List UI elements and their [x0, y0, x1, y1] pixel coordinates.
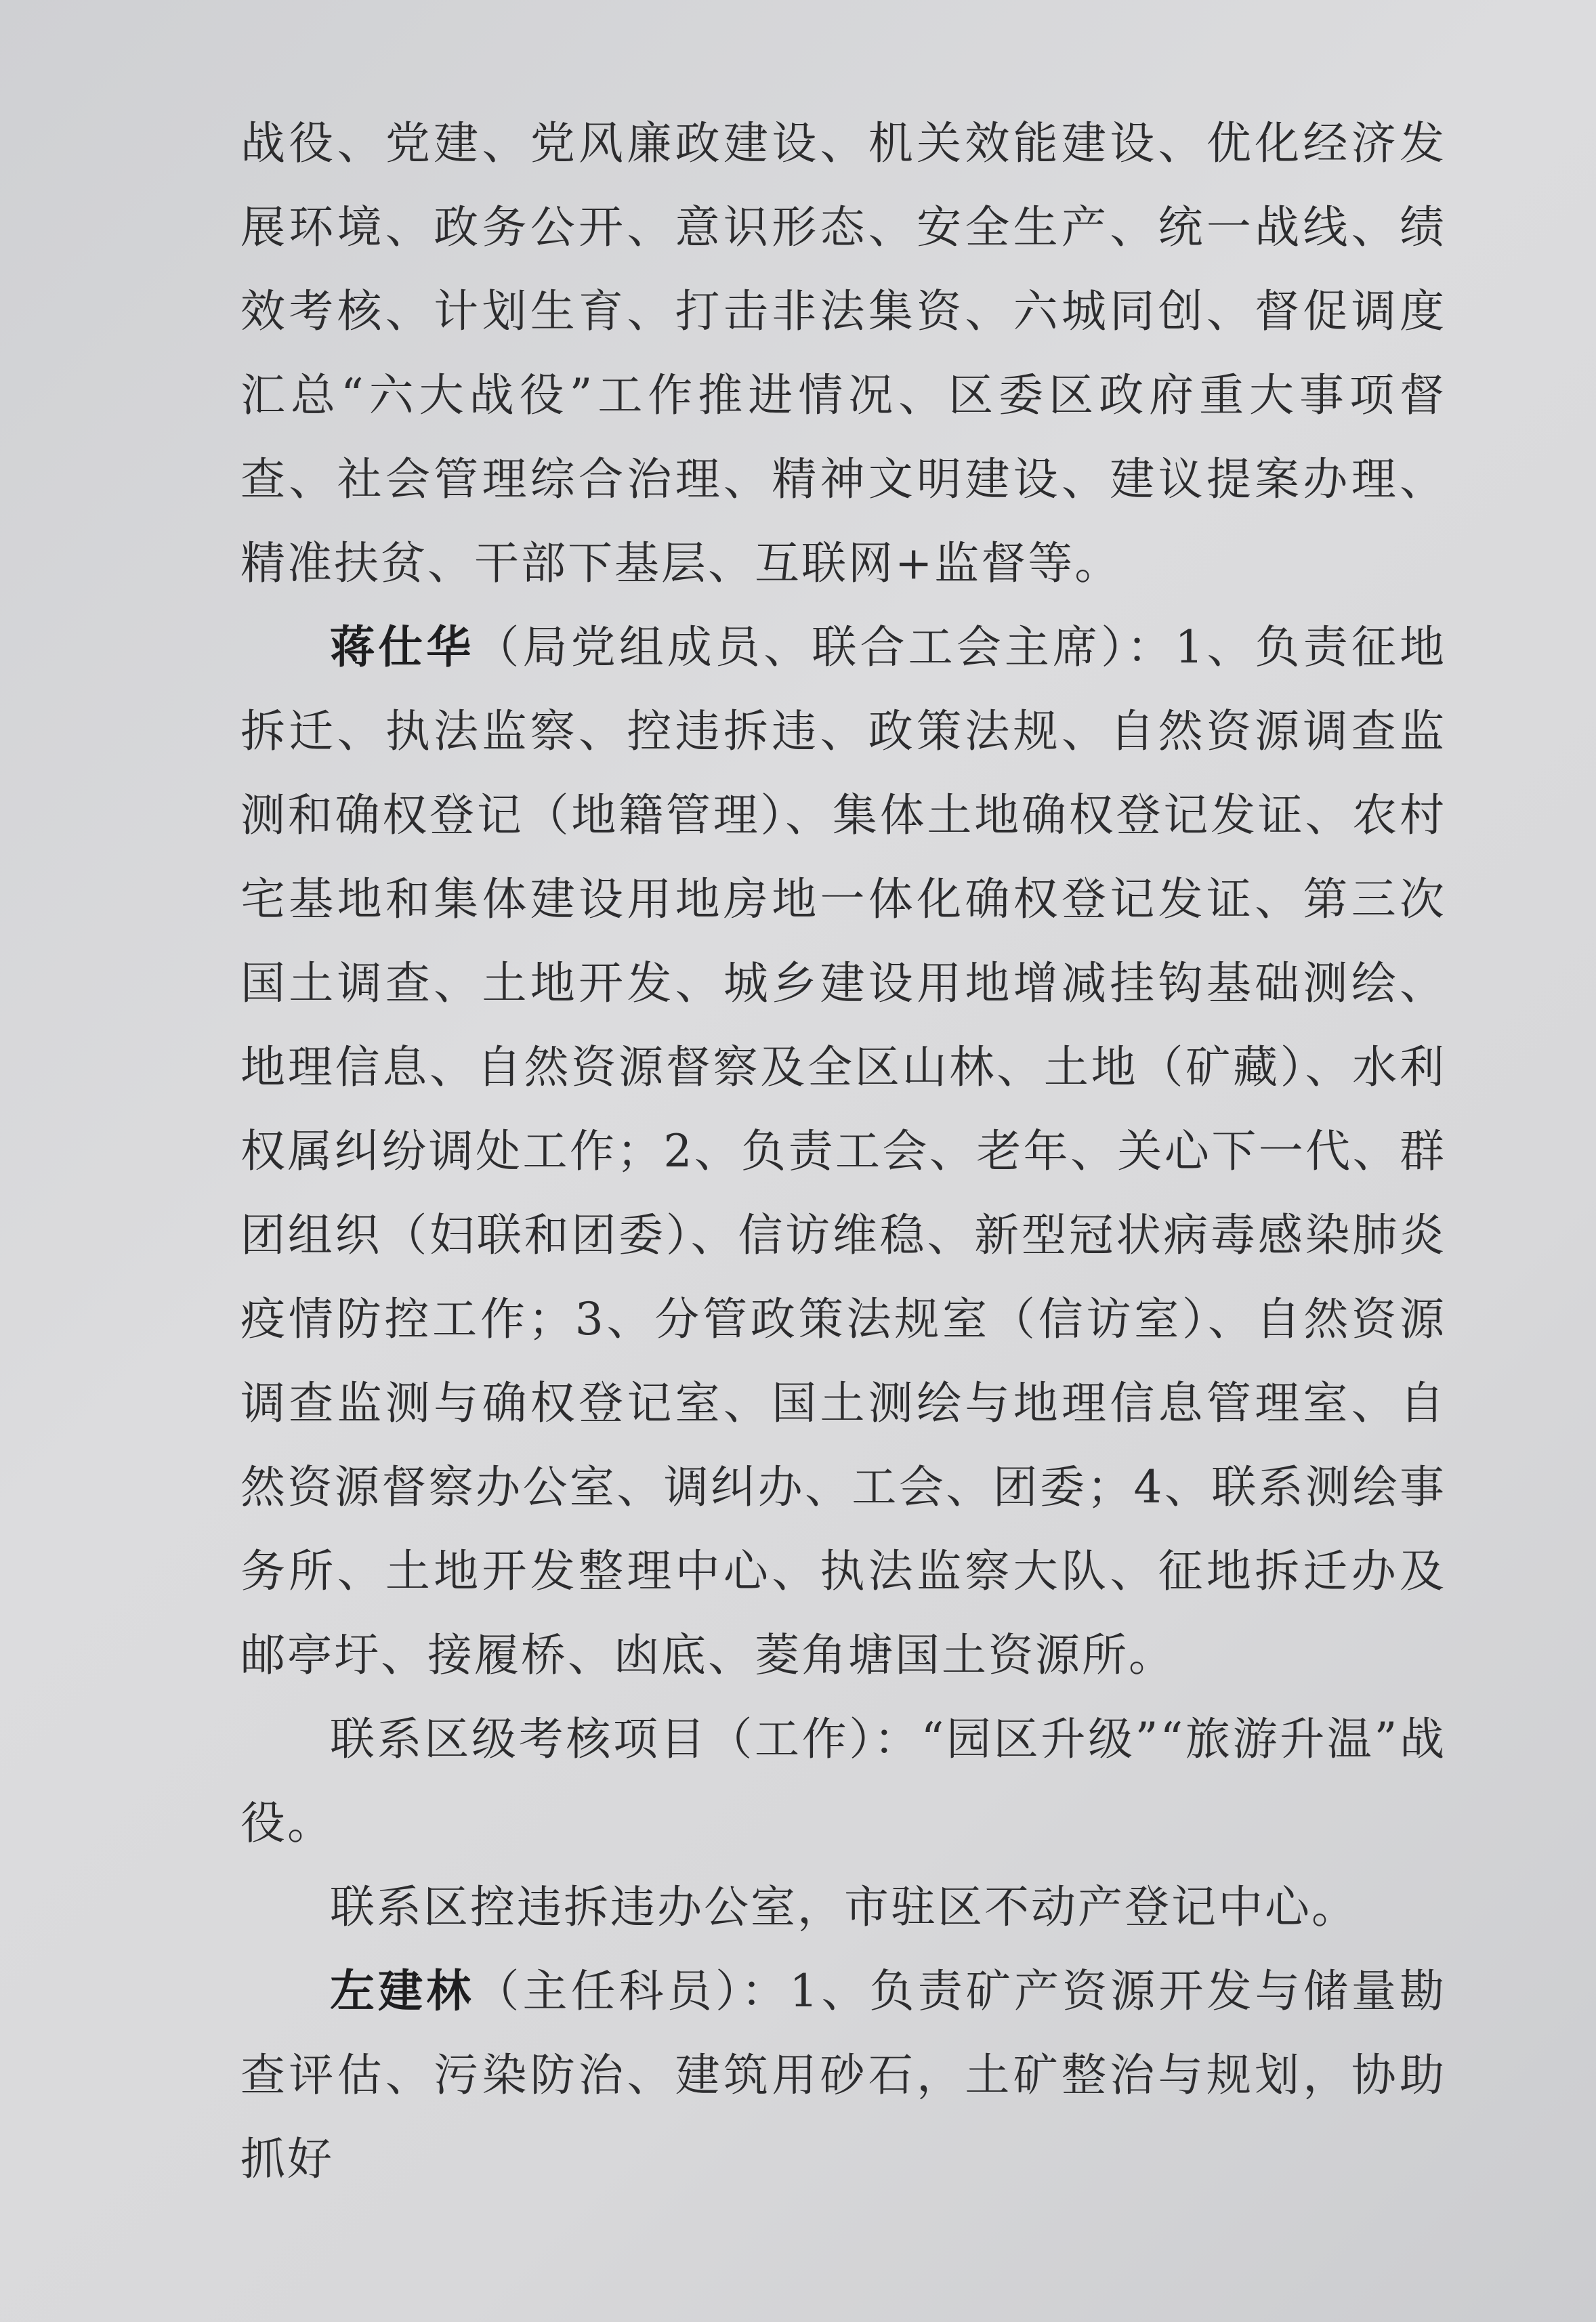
paragraph-liaison-office	[240, 1865, 1446, 1949]
paragraph-continuation	[240, 102, 1446, 606]
document-body	[240, 102, 1446, 2201]
paragraph-jiang-shihua	[240, 606, 1446, 1697]
paragraph-text: （主任科员）：1、负责矿产资源开发与储量勘查评估、污染防治、建筑用砂石，土矿整治与规划，协助抓好	[240, 1965, 1447, 2185]
paragraph-text: 联系区控违拆违办公室，市驻区不动产登记中心。	[330, 1881, 1358, 1933]
paragraph-zuo-jianlin	[240, 1949, 1446, 2201]
paragraph-text: （局党组成员、联合工会主席）：1、负责征地拆迁、执法监察、控违拆违、政策法规、自然资源调查监测和确权登记（地籍管理）、集体土地确权登记发证、农村宅基地和集体建设用地房地一体化确权登记发证、第三次国土调查、土地开发、城乡建设用地增减挂钩基础测绘、地理信息、自然资源督察及全区山林、土地（矿藏）、水利权属纠纷调处工作；2、负责工会、老年、关心下一代、群团组织（妇联和团委）、信访维稳、新型冠状病毒感染肺炎疫情防控工作；3、分管政策法规室（信访室）、自然资源调查监测与确权登记室、国土测绘与地理信息管理室、自然资源督察办公室、调纠办、工会、团委；4、联系测绘事务所、土地开发整理中心、执法监察大队、征地拆迁办及邮亭圩、接履桥、凼底、菱角塘国土资源所。	[240, 621, 1447, 1681]
paragraph-assessment-items	[240, 1697, 1446, 1865]
person-name: 左建林	[330, 1965, 475, 2017]
paragraph-text: 战役、党建、党风廉政建设、机关效能建设、优化经济发展环境、政务公开、意识形态、安全生产、统一战线、绩效考核、计划生育、打击非法集资、六城同创、督促调度汇总“六大战役”工作推进情况、区委区政府重大事项督查、社会管理综合治理、精神文明建设、建议提案办理、精准扶贫、干部下基层、互联网+监督等。	[240, 117, 1446, 589]
paragraph-text: 联系区级考核项目（工作）：“园区升级”“旅游升温”战役。	[240, 1713, 1446, 1849]
person-name: 蒋仕华	[330, 621, 475, 673]
